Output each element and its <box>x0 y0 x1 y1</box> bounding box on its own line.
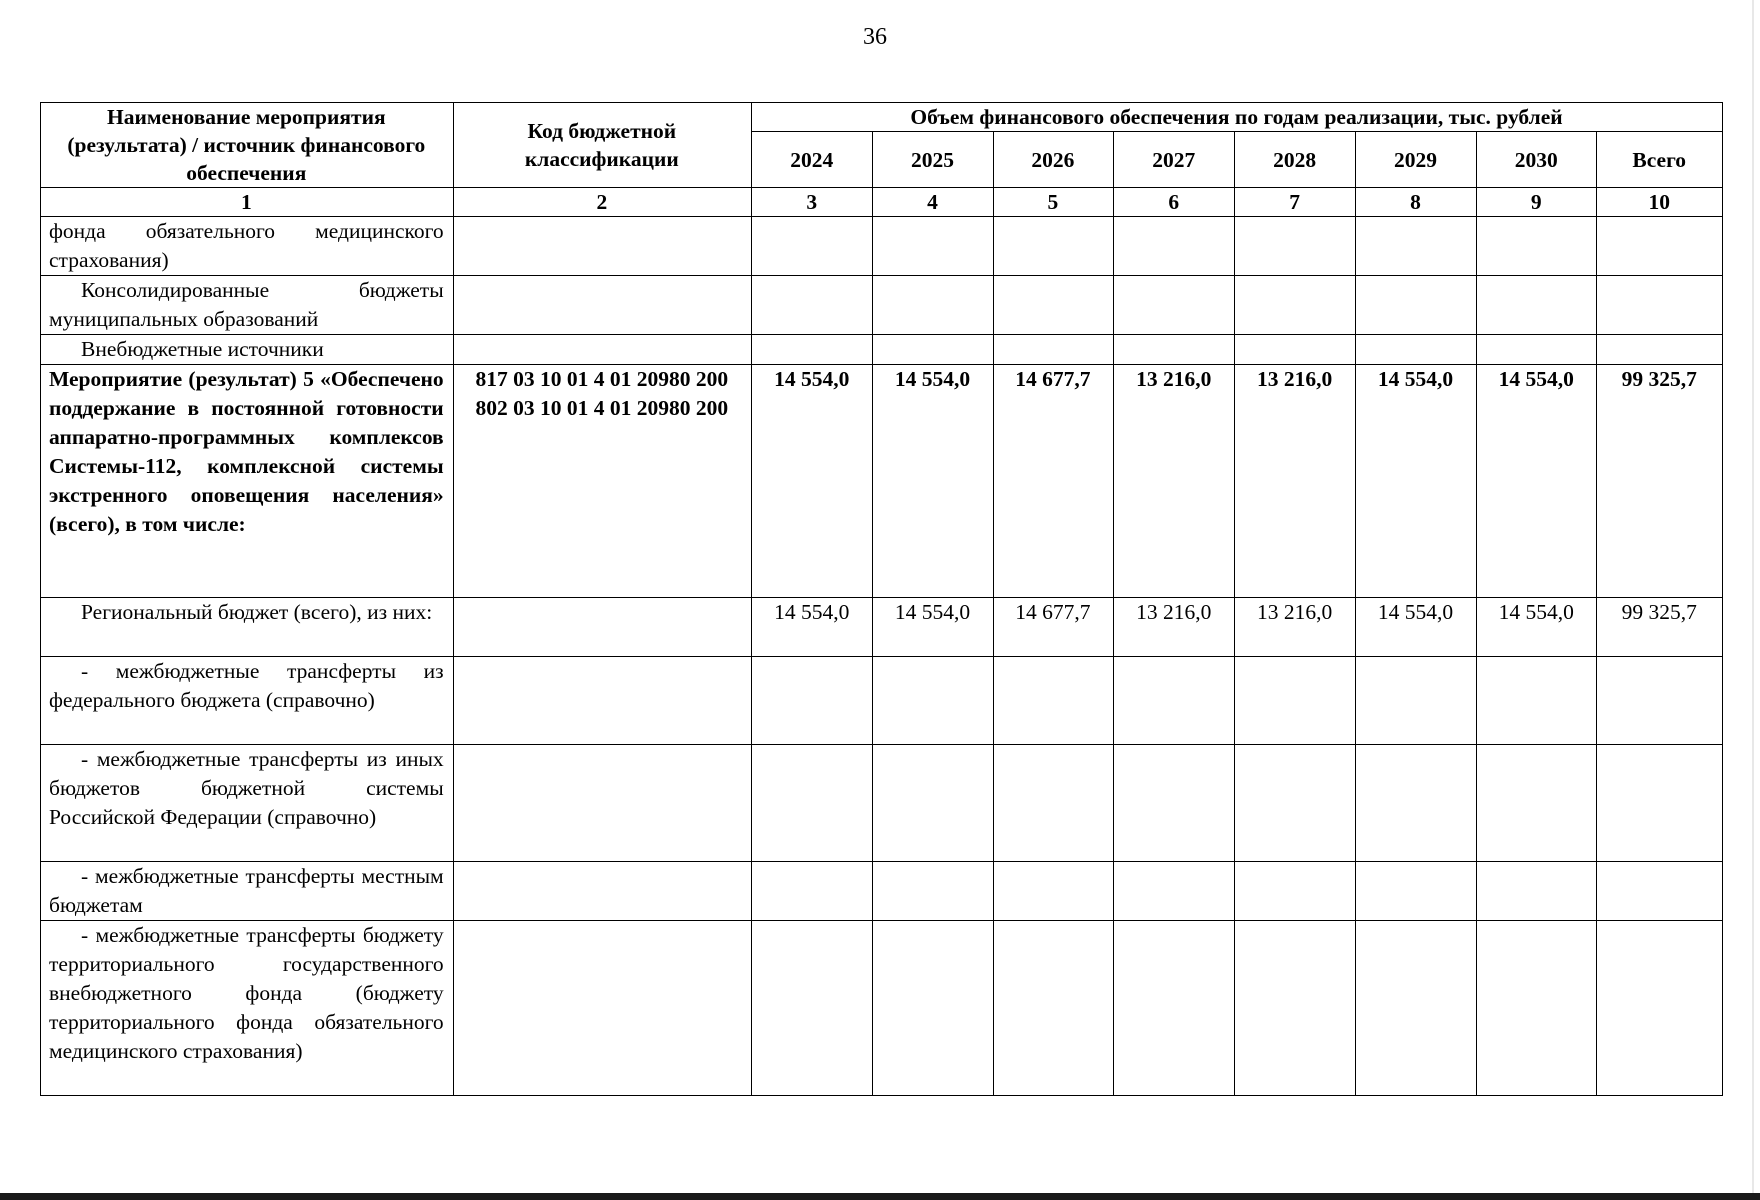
row-name: - межбюджетные трансферты из иных бюджетов бюджетной системы Российской Федерации (справочно) <box>41 745 454 862</box>
header-name-column: Наименование мероприятия (результата) / источник финансового обеспечения <box>41 103 454 188</box>
header-year-2025: 2025 <box>873 132 993 188</box>
row-code <box>453 335 751 365</box>
row-value <box>1597 217 1723 276</box>
row-value: 14 554,0 <box>873 365 993 598</box>
row-value <box>873 276 993 335</box>
row-value <box>873 217 993 276</box>
row-value <box>1477 921 1597 1096</box>
row-value: 14 554,0 <box>1477 365 1597 598</box>
header-year-2024: 2024 <box>752 132 873 188</box>
col-number: 6 <box>1114 188 1235 217</box>
table-row <box>41 335 1723 365</box>
row-value: 13 216,0 <box>1235 365 1355 598</box>
row-value <box>993 745 1113 862</box>
row-value <box>1355 921 1476 1096</box>
row-value: 14 554,0 <box>752 598 873 657</box>
table-row <box>41 217 1723 276</box>
row-name: - межбюджетные трансферты из федерального бюджета (справочно) <box>41 657 454 745</box>
header-code-column: Код бюджетной классификации <box>453 103 751 188</box>
row-value <box>1355 217 1476 276</box>
row-value: 14 554,0 <box>1477 598 1597 657</box>
row-value <box>1477 276 1597 335</box>
row-value <box>1235 657 1355 745</box>
row-value <box>1114 335 1235 365</box>
row-value <box>1114 657 1235 745</box>
row-value: 13 216,0 <box>1235 598 1355 657</box>
row-value <box>752 217 873 276</box>
col-number: 9 <box>1477 188 1597 217</box>
row-value <box>993 921 1113 1096</box>
row-code <box>453 598 751 657</box>
header-volume-column: Объем финансового обеспечения по годам реализации, тыс. рублей <box>752 103 1723 132</box>
row-code <box>453 862 751 921</box>
row-value <box>1114 217 1235 276</box>
row-name: Консолидированные бюджеты муниципальных образований <box>41 276 454 335</box>
row-value: 99 325,7 <box>1597 365 1723 598</box>
col-number: 5 <box>993 188 1113 217</box>
row-value <box>1235 217 1355 276</box>
header-year-2028: 2028 <box>1235 132 1355 188</box>
row-name: фонда обязательного медицинского страхования) <box>41 217 454 276</box>
table-row <box>41 598 1723 657</box>
row-code <box>453 276 751 335</box>
row-value <box>873 335 993 365</box>
row-value <box>873 921 993 1096</box>
row-value: 13 216,0 <box>1114 598 1235 657</box>
row-name: - межбюджетные трансферты бюджету территориального государственного внебюджетного фонда (бюджету территориального фонда обязательного медицинского страхования) <box>41 921 454 1096</box>
row-value <box>1477 745 1597 862</box>
row-value <box>1235 921 1355 1096</box>
row-value <box>993 335 1113 365</box>
row-value <box>873 657 993 745</box>
row-value <box>993 217 1113 276</box>
row-value <box>1355 657 1476 745</box>
row-value <box>1597 335 1723 365</box>
row-code <box>453 745 751 862</box>
row-name: Внебюджетные источники <box>41 335 454 365</box>
page-number: 36 <box>863 24 887 50</box>
table-row <box>41 921 1723 1096</box>
table-row <box>41 657 1723 745</box>
row-value <box>1235 745 1355 862</box>
row-value <box>1597 276 1723 335</box>
row-value <box>1114 921 1235 1096</box>
row-value: 14 554,0 <box>873 598 993 657</box>
row-value <box>993 862 1113 921</box>
header-year-2027: 2027 <box>1114 132 1235 188</box>
row-value: 14 554,0 <box>1355 598 1476 657</box>
row-code <box>453 921 751 1096</box>
row-value <box>752 335 873 365</box>
table-row <box>41 365 1723 598</box>
header-total: Всего <box>1597 132 1723 188</box>
row-value <box>752 657 873 745</box>
col-number: 4 <box>873 188 993 217</box>
table-row <box>41 862 1723 921</box>
row-value: 14 554,0 <box>752 365 873 598</box>
row-value <box>1477 657 1597 745</box>
row-value <box>873 745 993 862</box>
row-value <box>1235 335 1355 365</box>
row-value <box>1355 276 1476 335</box>
row-value <box>1355 745 1476 862</box>
budget-table <box>40 102 1723 1096</box>
row-code <box>453 217 751 276</box>
col-number: 1 <box>41 188 454 217</box>
row-value <box>1235 276 1355 335</box>
row-name: Региональный бюджет (всего), из них: <box>41 598 454 657</box>
scan-bottom-edge <box>0 1193 1760 1200</box>
row-value: 99 325,7 <box>1597 598 1723 657</box>
row-value <box>1114 862 1235 921</box>
row-value <box>752 276 873 335</box>
header-year-2030: 2030 <box>1477 132 1597 188</box>
col-number: 3 <box>752 188 873 217</box>
row-value <box>1355 862 1476 921</box>
header-year-2029: 2029 <box>1355 132 1476 188</box>
row-value <box>993 276 1113 335</box>
row-value <box>752 745 873 862</box>
row-name: Мероприятие (результат) 5 «Обеспечено поддержание в постоянной готовности аппаратно-программных комплексов Системы-112, комплексной системы экстренного оповещения населения» (всего), в том числе: <box>41 365 454 598</box>
row-value: 13 216,0 <box>1114 365 1235 598</box>
col-number: 10 <box>1597 188 1723 217</box>
row-value <box>1597 862 1723 921</box>
row-code: 817 03 10 01 4 01 20980 200 802 03 10 01 4 01 20980 200 <box>453 365 751 598</box>
scan-edge <box>1752 0 1754 1200</box>
col-number: 7 <box>1235 188 1355 217</box>
row-value <box>1114 745 1235 862</box>
row-code <box>453 657 751 745</box>
header-year-2026: 2026 <box>993 132 1113 188</box>
table-row <box>41 745 1723 862</box>
row-name: - межбюджетные трансферты местным бюджетам <box>41 862 454 921</box>
row-value <box>873 862 993 921</box>
col-number: 8 <box>1355 188 1476 217</box>
col-number: 2 <box>453 188 751 217</box>
row-value: 14 677,7 <box>993 598 1113 657</box>
row-value <box>1355 335 1476 365</box>
header-row-top <box>41 103 1723 132</box>
row-value <box>1114 276 1235 335</box>
table-row <box>41 276 1723 335</box>
row-value <box>1477 217 1597 276</box>
row-value <box>1477 335 1597 365</box>
row-value <box>993 657 1113 745</box>
row-value <box>1597 921 1723 1096</box>
row-value <box>1235 862 1355 921</box>
row-value <box>752 862 873 921</box>
row-value <box>1597 657 1723 745</box>
row-value: 14 677,7 <box>993 365 1113 598</box>
row-value <box>1597 745 1723 862</box>
row-value <box>752 921 873 1096</box>
row-value: 14 554,0 <box>1355 365 1476 598</box>
row-value <box>1477 862 1597 921</box>
header-row-numbers <box>41 188 1723 217</box>
